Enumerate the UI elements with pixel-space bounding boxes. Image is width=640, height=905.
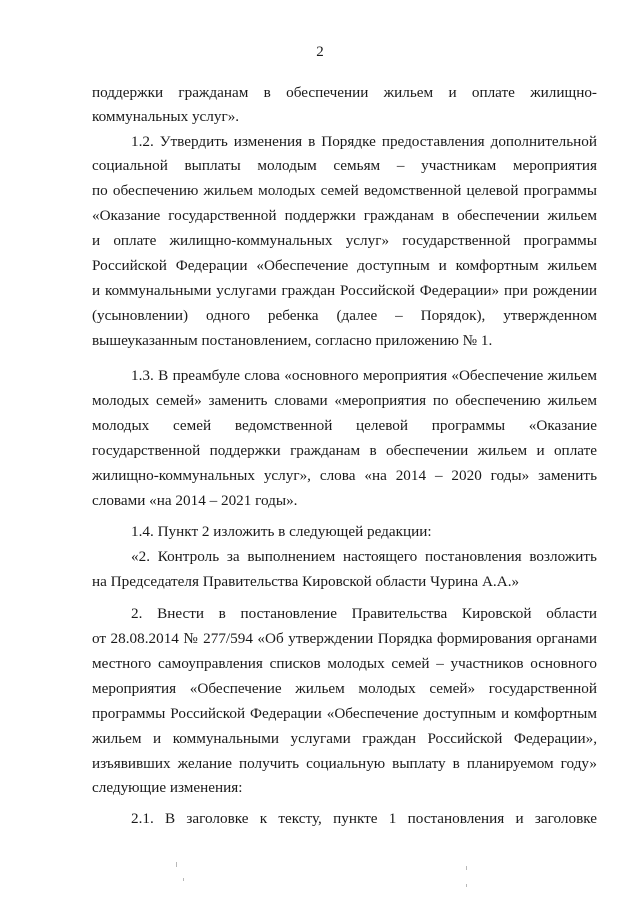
text-line: коммунальных услуг». [92,108,240,125]
page-number: 2 [316,44,324,60]
text-line: изъявивших желание получить социальную выплату в планируемом году» [92,755,597,772]
scan-artifact [466,866,467,870]
text-line: молодых семей» заменить словами «мероприятия по обеспечению жильем [92,392,597,409]
text-line: жильем и коммунальными услугами граждан Российской Федерации», [92,730,597,747]
text-line: молодых семей ведомственной целевой программы «Оказание [92,417,597,434]
text-line: мероприятия «Обеспечение жильем молодых семей» государственной [92,680,597,697]
text-line: социальной выплаты молодым семьям – участникам мероприятия [92,157,597,174]
text-line: и оплате жилищно-коммунальных услуг» государственной программы [92,232,597,249]
text-line: Российской Федерации «Обеспечение доступным и комфортным жильем [92,257,597,274]
text-line: жилищно-коммунальных услуг», слова «на 2014 – 2020 годы» заменить [92,467,597,484]
text-line: на Председателя Правительства Кировской области Чурина А.А.» [92,573,520,590]
text-line: 1.3. В преамбуле слова «основного мероприятия «Обеспечение жильем [131,367,597,384]
text-line: от 28.08.2014 № 277/594 «Об утверждении Порядка формирования органами [92,630,597,647]
text-line: 2.1. В заголовке к тексту, пункте 1 постановления и заголовке [131,810,597,827]
text-line: «2. Контроль за выполнением настоящего постановления возложить [131,548,597,565]
scan-artifact [183,878,184,881]
text-line: поддержки гражданам в обеспечении жильем и оплате жилищно- [92,84,597,101]
text-line: 2. Внести в постановление Правительства Кировской области [131,605,597,622]
text-line: государственной поддержки гражданам в обеспечении жильем и оплате [92,442,597,459]
text-line: и коммунальными услугами граждан Российской Федерации» при рождении [92,282,597,299]
text-line: «Оказание государственной поддержки гражданам в обеспечении жильем [92,207,597,224]
text-line: 1.4. Пункт 2 изложить в следующей редакции: [131,523,432,540]
scan-artifact [176,862,177,867]
text-line: программы Российской Федерации «Обеспечение доступным и комфортным [92,705,597,722]
text-line: по обеспечению жильем молодых семей ведомственной целевой программы [92,182,597,199]
text-line: вышеуказанным постановлением, согласно приложению № 1. [92,332,493,349]
text-line: следующие изменения: [92,779,243,796]
text-line: 1.2. Утвердить изменения в Порядке предоставления дополнительной [131,133,597,150]
scan-artifact [466,884,467,887]
text-line: местного самоуправления списков молодых семей – участников основного [92,655,597,672]
text-line: (усыновлении) одного ребенка (далее – Порядок), утвержденном [92,307,597,324]
text-line: словами «на 2014 – 2021 годы». [92,492,298,509]
